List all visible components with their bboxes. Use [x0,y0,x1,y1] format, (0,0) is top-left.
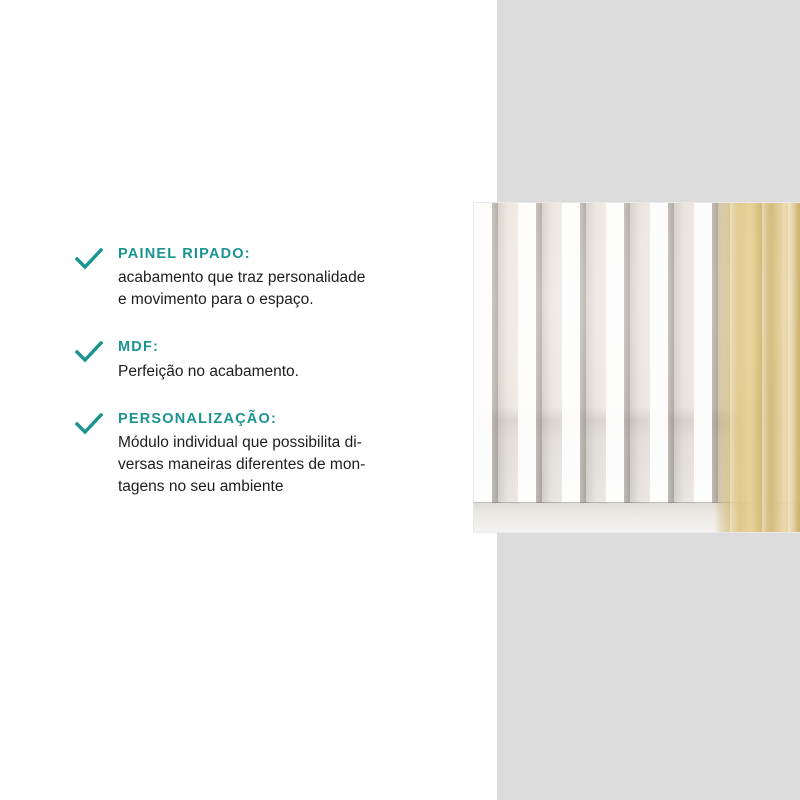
list-item [75,339,445,382]
feature-list [75,246,445,526]
feature-body [118,432,423,498]
feature-title: PAINEL RIPADO: [118,246,251,262]
feature-body-line: e movimento para o espaço. [118,291,314,309]
feature-body-line: Perfeição no acabamento. [118,362,299,380]
product-photo-frame [474,203,800,532]
feature-body [118,361,423,383]
list-item [75,246,445,311]
photo-curtain-fold [730,203,740,532]
photo-curtain-fold [788,203,798,532]
photo-curtain-fold [762,203,772,532]
feature-body-line: Módulo individual que possibilita di- [118,434,362,452]
check-icon [75,341,103,365]
photo-curtain [714,203,800,532]
feature-body-line: versas maneiras diferentes de mon- [118,456,366,474]
feature-title: PERSONALIZAÇÃO: [118,410,277,427]
feature-body-line: acabamento que traz personalidade [118,269,366,287]
slatted-panel-interior-photo [474,203,800,532]
feature-title: MDF: [118,339,160,356]
check-icon [75,413,103,437]
feature-body [118,267,423,311]
check-icon [75,248,103,272]
feature-body-line: tagens no seu ambiente [118,478,284,496]
list-item [75,411,445,498]
